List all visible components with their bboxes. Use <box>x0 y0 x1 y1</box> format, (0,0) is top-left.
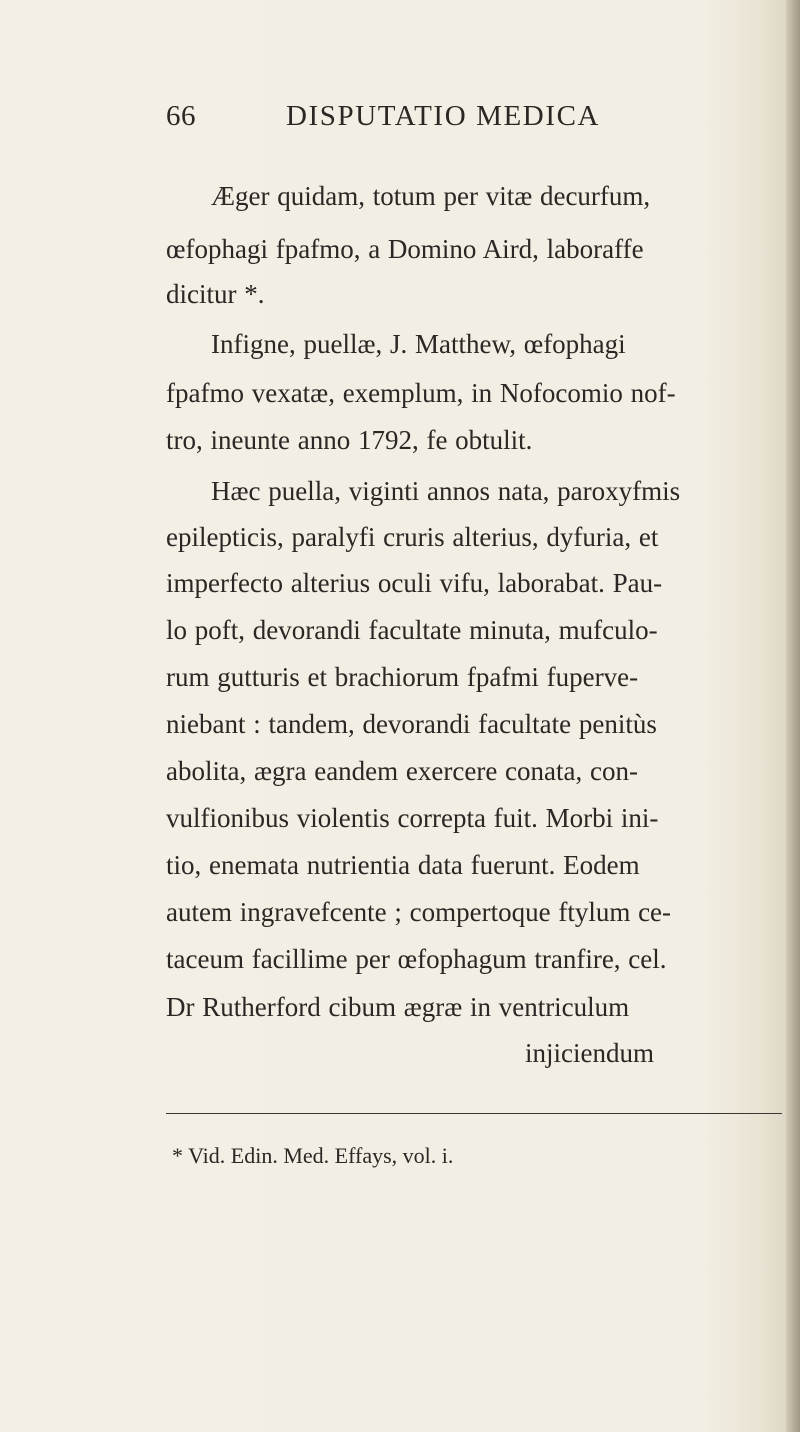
text-line: epilepticis, paralyfi cruris alterius, dyfuria, et <box>166 522 659 552</box>
text-line: Dr Rutherford cibum ægræ in ventriculum <box>166 992 630 1022</box>
text-line: lo poft, devorandi facultate minuta, mufculo- <box>166 615 658 645</box>
text-line: abolita, ægra eandem exercere conata, con- <box>166 756 638 786</box>
text-line: injiciendum <box>525 1038 654 1068</box>
text-line: Æger quidam, totum per vitæ decurfum, <box>211 181 651 211</box>
page-number: 66 <box>166 100 196 132</box>
text-line: rum gutturis et brachiorum fpafmi fuperve- <box>166 662 639 692</box>
text-line: œfophagi fpafmo, a Domino Aird, laboraffe <box>166 234 644 264</box>
text-line: tio, enemata nutrientia data fuerunt. Eodem <box>166 850 640 880</box>
text-line: taceum facillime per œfophagum tranfire, cel. <box>166 944 667 974</box>
footnote-divider <box>166 1113 782 1114</box>
footnote: * Vid. Edin. Med. Effays, vol. i. <box>172 1143 454 1168</box>
text-line: dicitur *. <box>166 279 265 309</box>
text-line: niebant : tandem, devorandi facultate penitùs <box>166 709 657 739</box>
text-line: autem ingravefcente ; compertoque ftylum ce- <box>166 897 672 927</box>
text-line: Infigne, puellæ, J. Matthew, œfophagi <box>211 329 626 359</box>
text-line: fpafmo vexatæ, exemplum, in Nofocomio nof- <box>166 378 676 408</box>
text-line: tro, ineunte anno 1792, fe obtulit. <box>166 425 533 455</box>
text-line: vulfionibus violentis correpta fuit. Morbi ini- <box>166 803 659 833</box>
running-title: DISPUTATIO MEDICA <box>286 100 601 132</box>
text-line: Hæc puella, viginti annos nata, paroxyfmis <box>211 476 681 506</box>
text-line: imperfecto alterius oculi vifu, laborabat. Pau- <box>166 568 663 598</box>
